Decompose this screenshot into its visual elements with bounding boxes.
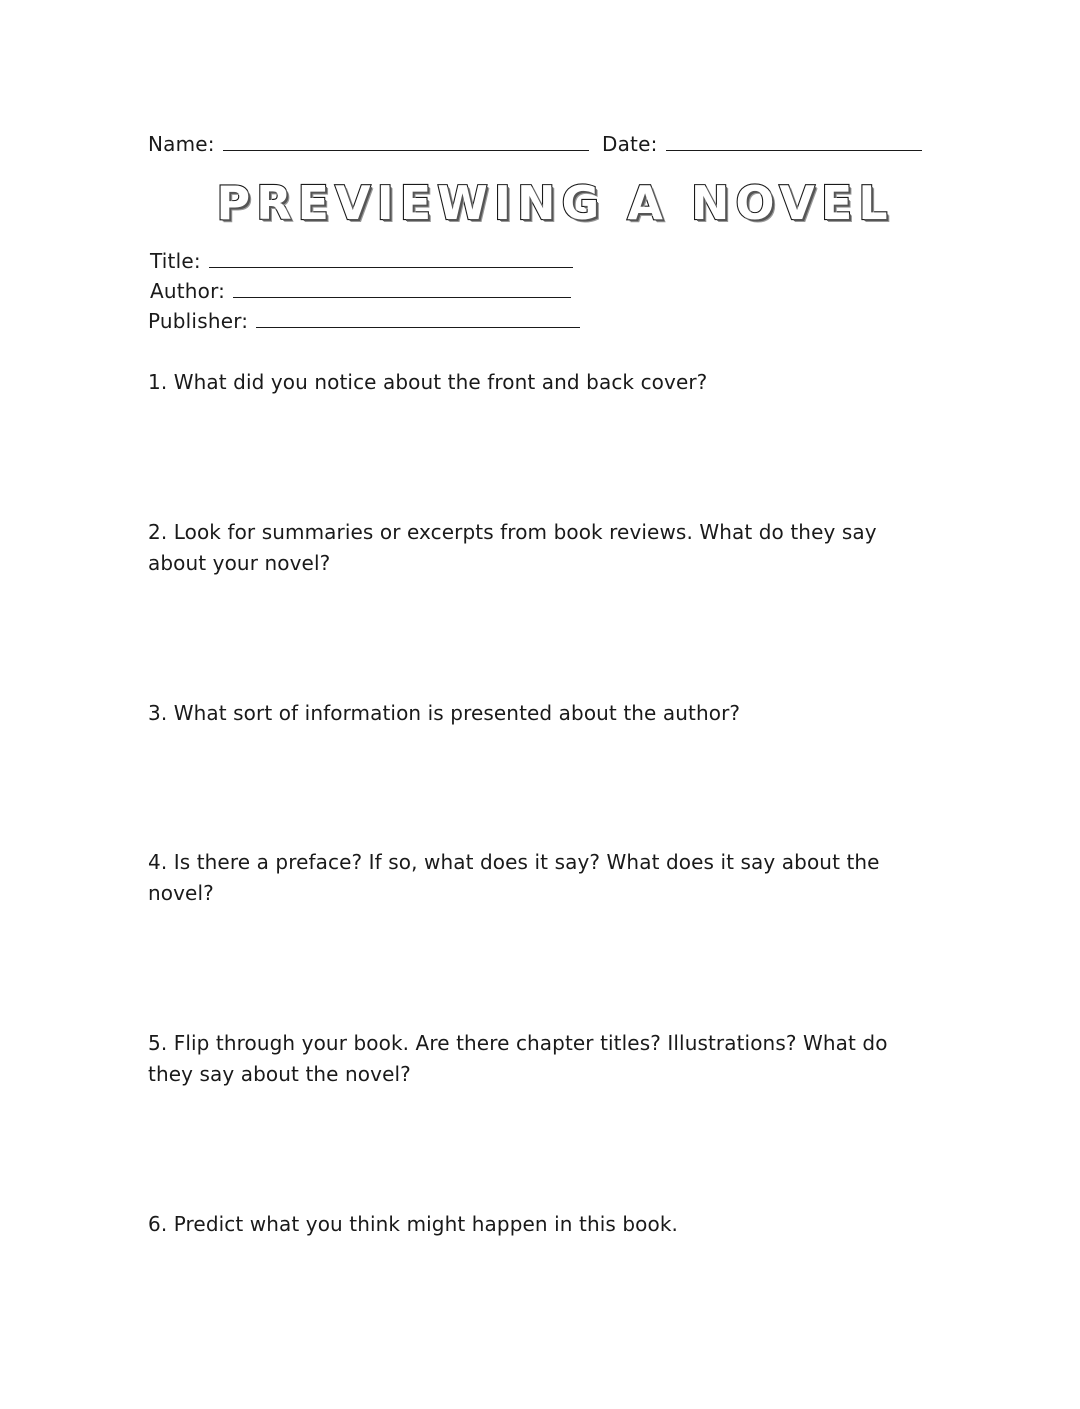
question-3: 3. What sort of information is presented about the author?: [148, 701, 741, 725]
date-field: [602, 132, 922, 156]
worksheet-title: PREVIEWING A NOVEL: [216, 176, 894, 230]
name-label: Name:: [148, 132, 215, 156]
question-6: 6. Predict what you think might happen in this book.: [148, 1212, 678, 1236]
publisher-label: Publisher:: [148, 309, 249, 333]
question-4: 4. Is there a preface? If so, what does it say? What does it say about the novel?: [148, 850, 880, 905]
book-title-field: [150, 249, 573, 273]
name-field: [148, 132, 589, 156]
author-field: [150, 279, 571, 303]
question-1: 1. What did you notice about the front and back cover?: [148, 370, 708, 394]
book-title-blank-line[interactable]: [209, 249, 573, 268]
author-label: Author:: [150, 279, 226, 303]
date-label: Date:: [602, 132, 658, 156]
question-2: 2. Look for summaries or excerpts from book reviews. What do they say about your novel?: [148, 520, 877, 575]
question-5: 5. Flip through your book. Are there chapter titles? Illustrations? What do they say about the novel?: [148, 1031, 888, 1086]
publisher-blank-line[interactable]: [256, 309, 580, 328]
author-blank-line[interactable]: [233, 279, 571, 298]
date-blank-line[interactable]: [666, 132, 922, 151]
book-title-label: Title:: [150, 249, 201, 273]
publisher-field: [148, 309, 580, 333]
name-blank-line[interactable]: [223, 132, 589, 151]
